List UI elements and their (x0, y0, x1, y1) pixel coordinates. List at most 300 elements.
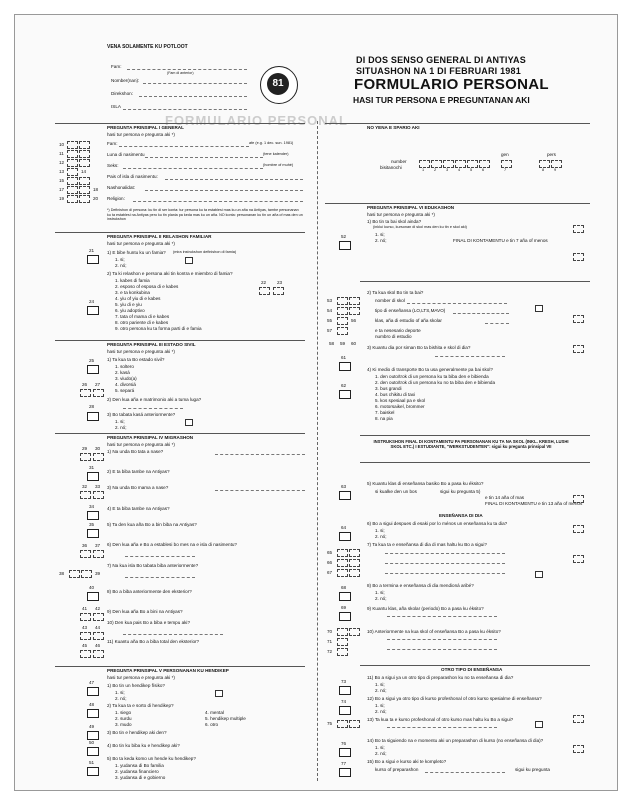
s7-q2-line-3[interactable] (385, 573, 505, 574)
edge-box-6[interactable] (573, 525, 584, 533)
count-box-9[interactable] (551, 160, 562, 168)
isla-line[interactable] (123, 109, 247, 110)
box-45[interactable] (80, 650, 91, 658)
census-form-page (14, 14, 618, 791)
s6-tr-7: 8. na pia (375, 416, 393, 421)
s4-top-rule (55, 433, 305, 434)
edge-box-8[interactable] (573, 715, 584, 723)
box-69[interactable] (339, 612, 351, 621)
num-15: 15 (59, 178, 65, 183)
s3-q3: 3) Bo tabata kasá anteriormente? (107, 412, 176, 417)
s2-q2: 2) Ta ki relashon e persona aki tin kontra e miembro di famia? (107, 271, 233, 276)
box-70b[interactable] (349, 628, 360, 636)
box-54[interactable] (337, 307, 348, 315)
s4-hasi: hasi tur persona e pregunta aki *) (107, 442, 175, 447)
s4-q1: 1) Na unda Bo tata a nase? (107, 449, 164, 454)
box-12b[interactable] (79, 159, 90, 167)
box-11b[interactable] (79, 150, 90, 158)
box-75b[interactable] (349, 720, 360, 728)
s8-q2-yes: 1. si; (375, 703, 385, 708)
box-54b[interactable] (349, 307, 360, 315)
box-65b[interactable] (349, 549, 360, 557)
num-22: 22 (261, 280, 267, 285)
box-17[interactable] (67, 186, 78, 194)
s5-title: PREGUNTA PRINSIPAL V PERSONANAN KU HENDIKEP (107, 668, 229, 673)
num-36: 36 (82, 543, 88, 548)
s2-hasi: hasi tur persona e pregunta aki *) (107, 241, 175, 246)
s4-q11: 11) Kuantu aña Bo a biba total den eksterior? (107, 639, 200, 644)
s8-q1: 11) Bo a sigui ya un otro tipo di preparashon ku no ta enseñansa di dia? (367, 675, 514, 680)
count-box-4[interactable] (455, 160, 466, 168)
box-27[interactable] (93, 389, 104, 397)
box-25[interactable] (87, 365, 99, 374)
num-11: 11 (59, 151, 64, 156)
num-77: 77 (341, 761, 347, 766)
s7-q3-no: 2. nó; (375, 596, 387, 601)
s4-q4: 4) E ta biba tambe na Antiyas? (107, 506, 170, 511)
counter-sub: bisitanochi (380, 165, 402, 170)
num-35: 35 (89, 522, 95, 527)
s1-note-0: afe (e.g. 1 dec. sun. 1981) (249, 141, 294, 145)
box-34[interactable] (87, 511, 99, 520)
num-67: 67 (327, 570, 333, 575)
box-55[interactable] (337, 317, 348, 325)
num-72: 72 (327, 649, 333, 654)
box-22[interactable] (259, 287, 270, 295)
ans-box-a[interactable] (185, 257, 193, 264)
count-box-2[interactable] (431, 160, 442, 168)
s7-yes: 1. si; (375, 528, 385, 533)
num-23: 23 (277, 280, 283, 285)
box-30[interactable] (93, 453, 104, 461)
s3-title: PREGUNTA PRINSIPAL III ESTADO SIVIL (107, 342, 196, 347)
digit-8: 8 (542, 168, 545, 172)
num-26: 26 (82, 382, 88, 387)
s6-tr-2: 3. bus grandi (375, 386, 402, 391)
s1-line-nashon: Nashonalidat: (107, 185, 136, 190)
s6-q5-opt-3: FINAL DI KONTAMENTU e tin 13 aña of menos (485, 501, 583, 506)
box-61[interactable] (339, 362, 351, 371)
box-17b[interactable] (79, 186, 90, 194)
s6-q5-opt-1: sigui ku pregunta 5) (440, 489, 481, 494)
s6-note: (inkluí kurso, kursonan di skol mas den ku tin e skol aki) (373, 225, 467, 229)
num-54: 54 (327, 308, 333, 313)
s1-religion-line[interactable] (133, 201, 303, 202)
s2-yes: 1. si; (115, 257, 125, 262)
s3-opt-0: 1. soltero (115, 364, 134, 369)
rs-title: NO YENA E SPARIO AKI (367, 125, 420, 130)
s6-tr-1: 2. den outo/trok di un persona ku no ta biba den e bibienda (375, 380, 496, 385)
s4-title: PREGUNTA PRINSIPAL IV MIGRASHON (107, 435, 194, 440)
counter-label: number (391, 159, 407, 164)
s2-opt-4: 5. yiu di e yiu (115, 302, 142, 307)
center-divider (317, 121, 318, 781)
s6-title: PREGUNTA PRINSIPAL VI EDUKASHON (367, 205, 455, 210)
s1-line-pais: Pais of isla di nasimentu: (107, 174, 158, 179)
s1-title: PREGUNTA PRINSIPAL I GENERAL (107, 125, 184, 130)
s8-q3: 13) Ta kua ta e kurso profeshonal of otro kurso mas haltu ku Bo a sigui? (367, 717, 514, 722)
num-37: 37 (95, 543, 101, 548)
nomber-line[interactable] (143, 83, 247, 84)
s6-q1b: FINAL DI KONTAMENTU e tin 7 aña of menos (453, 238, 548, 243)
box-15[interactable] (67, 177, 78, 185)
s4-q6: 6) Den kua aña e Bo a establesi bo mes na e isla di nasimentu? (107, 542, 237, 547)
s6-tr-3: 4. bus chikitu di taxi (375, 392, 416, 397)
digit-5: 5 (470, 168, 473, 172)
s5-q1: 1) Bo tin un hendikep físiko? (107, 683, 165, 688)
s6-mid-rule (360, 281, 590, 282)
s8-q4: 14) Bo ta siguiendo na e momentu aki un preparashon di kurso (no enseñansa di dia)? (367, 738, 544, 743)
box-24[interactable] (87, 306, 99, 315)
box-10[interactable] (67, 141, 78, 149)
box-21[interactable] (87, 255, 99, 264)
num-59: 59 (340, 341, 346, 346)
box-28[interactable] (87, 412, 99, 421)
s7-q5: 10) Anteriormente na kua skol of enseñansa Bo a pasa ku éksito? (367, 629, 501, 634)
s6-opt-3: e ta nesesario deporte (375, 328, 421, 333)
num-39: 39 (95, 571, 101, 576)
direkshon-line[interactable] (139, 96, 247, 97)
ans-box-f[interactable] (535, 721, 543, 728)
s6-q5-opt-2: e tin 14 aña of mas (485, 495, 525, 500)
s3-opt-2: 3. viudo(a) (115, 376, 137, 381)
s6-opt-1-line[interactable] (453, 313, 509, 314)
box-51[interactable] (87, 767, 99, 776)
s4-q3-line[interactable] (215, 490, 305, 491)
box-13[interactable] (67, 168, 78, 176)
num-64: 64 (341, 525, 347, 530)
num-38: 38 (59, 571, 65, 576)
num-40: 40 (89, 585, 95, 590)
admin-field-direkshon: Direkshon: (111, 91, 133, 96)
s6-opt-0: nomber di skol (375, 298, 405, 303)
num-69: 69 (341, 605, 347, 610)
box-41[interactable] (80, 613, 91, 621)
box-50[interactable] (87, 747, 99, 756)
box-42[interactable] (93, 613, 104, 621)
num-30: 30 (95, 446, 101, 451)
admin-field-isla: ISLA (111, 104, 121, 109)
num-21: 21 (89, 248, 95, 253)
num-14: 14 (81, 169, 87, 174)
box-75[interactable] (337, 720, 348, 728)
s2-opt-5: 6. yiu adoptivo (115, 308, 145, 313)
s1-note-2: (hombre of muhé) (263, 163, 294, 167)
num-53: 53 (327, 298, 333, 303)
s6-tr-0: 1. den outo/trok di un persona ku ta biba den e bibienda (375, 374, 489, 379)
s6-q3: 3) Kuantu dia por siman Bo ta bishita e skol di dia? (367, 345, 471, 350)
s4-q10: 10) Den kua pais Bo a biba e tempu aki? (107, 620, 190, 625)
s8-top-rule (360, 665, 590, 666)
s5-opt2-2: 3. yudansa di e gobierno (115, 775, 166, 780)
s4-q7-line[interactable] (125, 577, 195, 578)
s8-title: OTRO TIPO DI ENSEÑANSA (441, 667, 503, 672)
num-57: 57 (327, 328, 333, 333)
s7-q4: 9) Kuantu klas, aña skolar (periodo) Bo a pasa ku éksito? (367, 606, 484, 611)
box-23[interactable] (273, 287, 284, 295)
s5-opt-5: 6. otro (205, 722, 219, 727)
num-34: 34 (89, 504, 95, 509)
num-60: 60 (351, 341, 357, 346)
s4-q10-line[interactable] (123, 634, 223, 635)
box-40[interactable] (87, 592, 99, 601)
count-box-7[interactable] (501, 160, 512, 168)
count-box-5[interactable] (467, 160, 478, 168)
s5-opt-0: 1. siego (115, 710, 132, 715)
count-box-1[interactable] (419, 160, 430, 168)
s5-opt2-0: 1. yudansa di Bo familia (115, 763, 164, 768)
s6-yes: 1. si; (375, 232, 385, 237)
s5-q5: 5) Bo ta keda komo un hende ku hendikep? (107, 756, 196, 761)
num-68: 68 (341, 585, 347, 590)
box-77[interactable] (339, 768, 351, 777)
s4-q5: 5) Ta den kua aña Bo a bin biba na Antiyas? (107, 522, 197, 527)
num-20: 20 (93, 196, 99, 201)
box-46[interactable] (93, 650, 104, 658)
edge-box-7[interactable] (573, 555, 584, 563)
s1-fam-line[interactable] (119, 146, 249, 147)
fam-line[interactable] (127, 69, 247, 70)
s7-q2: 7) Ta kua ta e enseñansa di dia di mas haltu ku Bo a sigui? (367, 542, 487, 547)
s7-q4-line[interactable] (387, 616, 497, 617)
box-11[interactable] (67, 150, 78, 158)
num-18: 18 (93, 187, 99, 192)
box-74[interactable] (339, 706, 351, 715)
ans-box-d[interactable] (535, 305, 543, 312)
s5-q3: 3) Bo tin e hendikep aki den? (107, 730, 167, 735)
s6-q3-line[interactable] (435, 356, 505, 357)
s6-opt-1: tipo di enseñansa (LO,LTS,MAVO) (375, 308, 446, 313)
s3-q2-line[interactable] (123, 408, 183, 409)
num-65: 65 (327, 550, 333, 555)
box-73[interactable] (339, 686, 351, 695)
box-38b[interactable] (81, 570, 92, 578)
digit-9: 9 (554, 168, 557, 172)
s7-q2-line-2[interactable] (385, 563, 505, 564)
num-48: 48 (89, 702, 95, 707)
form-title: FORMULARIO PERSONAL (354, 76, 549, 93)
s6-no: 2. nó; (375, 238, 387, 243)
see-next: sigui ku pregunta (515, 767, 550, 772)
edge-box-2[interactable] (573, 253, 584, 261)
box-57[interactable] (337, 327, 348, 335)
s3-yes: 1. si; (115, 419, 125, 424)
num-62: 62 (341, 383, 347, 388)
box-47[interactable] (87, 687, 99, 696)
digit-2: 2 (434, 168, 437, 172)
s6-opt-2: klas, aña di estudio of aña skolar (375, 318, 442, 323)
s7-q3: 8) Bo a termina e enseñansa di dia mendioná aribé? (367, 583, 474, 588)
s6-opt-0-line[interactable] (407, 303, 507, 304)
num-24: 24 (89, 299, 95, 304)
box-64[interactable] (339, 532, 351, 541)
header-line1: DI DOS SENSO GENERAL DI ANTIYAS (356, 55, 526, 65)
box-36[interactable] (80, 550, 91, 558)
box-66b[interactable] (349, 559, 360, 567)
s3-opt-4: 5. separá (115, 388, 135, 393)
s5-opt-3: 4. mental (205, 710, 224, 715)
edge-box-9[interactable] (573, 745, 584, 753)
s3-top-rule (55, 340, 305, 341)
s2-opt-6: 7. tata of mama di e kabes (115, 314, 170, 319)
s4-q8: 8) Bo a biba anteriormente den eksterior? (107, 589, 192, 594)
s2-title: PREGUNTA PRINSIPAL II RELASHON FAMILIAR (107, 234, 212, 239)
edge-box-4[interactable] (573, 345, 584, 353)
box-10b[interactable] (79, 141, 90, 149)
digit-1: 1 (422, 168, 425, 172)
s2-q1: 1) E bibe huntu ku un famia? (107, 250, 166, 255)
ans-box-c[interactable] (215, 690, 223, 697)
s7-q2-line-1[interactable] (385, 553, 505, 554)
box-62[interactable] (339, 390, 351, 399)
instr-top-rule (360, 435, 590, 436)
box-37[interactable] (93, 550, 104, 558)
count-box-3[interactable] (443, 160, 454, 168)
box-38[interactable] (69, 570, 80, 578)
box-67b[interactable] (349, 569, 360, 577)
box-63[interactable] (339, 491, 351, 500)
num-28: 28 (89, 404, 95, 409)
s1-luna-line[interactable] (145, 157, 263, 158)
s1-seks-line[interactable] (123, 168, 263, 169)
box-67[interactable] (337, 569, 348, 577)
box-49[interactable] (87, 731, 99, 740)
num-12: 12 (59, 160, 65, 165)
box-52[interactable] (339, 241, 351, 250)
num-42: 42 (95, 606, 101, 611)
box-32[interactable] (80, 491, 91, 499)
s6-top-rule (325, 203, 590, 204)
box-48[interactable] (87, 709, 99, 718)
s2-opt-1: 2. esposo of esposa di e kabes (115, 284, 179, 289)
s6-opt-4: numbro di estudio (375, 334, 412, 339)
count-box-6[interactable] (479, 160, 490, 168)
box-35[interactable] (87, 529, 99, 538)
s6-tr-6: 7. baiskel (375, 410, 395, 415)
s6-q4: 4) Ki medio di transporte Bo ta usa generalmente pa bai skol? (367, 367, 493, 372)
s8-q4-no: 2. nó; (375, 751, 387, 756)
digit-4: 4 (458, 168, 461, 172)
s6-q5-opt-0: si kualke den un bos (375, 489, 417, 494)
s1-line-religion: Religion: (107, 196, 125, 201)
count-box-8[interactable] (539, 160, 550, 168)
box-44[interactable] (93, 632, 104, 640)
s5-hasi: hasi tur persona e pregunta aki *) (107, 675, 175, 680)
box-72[interactable] (337, 648, 348, 656)
s5-opt2-1: 2. yudansa financiero (115, 769, 159, 774)
s2-opt-7: 8. otro pariente di e kabes (115, 320, 169, 325)
box-33[interactable] (93, 491, 104, 499)
s4-q9: 9) Den kua aña Bo a bini na Antiyas? (107, 609, 183, 614)
s1-top-rule (55, 123, 305, 124)
s1-nashon-line[interactable] (145, 190, 303, 191)
s1-line-0: hasi tur persona e pregunta aki *) (107, 132, 175, 137)
ans-box-e[interactable] (535, 571, 543, 578)
course-label: kurso of preparashon (375, 767, 419, 772)
s7-q5-line-2[interactable] (387, 649, 497, 650)
admin-hint: (Fam di anterior) (167, 71, 194, 75)
admin-field-nomber: Nomber(nan): (111, 78, 140, 83)
num-43: 43 (82, 625, 88, 630)
box-15b[interactable] (79, 177, 90, 185)
s7-q5-line-1[interactable] (387, 639, 497, 640)
box-19b[interactable] (79, 195, 90, 203)
s3-q2: 2) Den kua aña e matrimonio aki a tuma luga? (107, 397, 202, 402)
num-13: 13 (59, 169, 65, 174)
box-29[interactable] (80, 453, 91, 461)
edge-box-5[interactable] (573, 495, 584, 503)
s8-q1-yes: 1. si; (375, 682, 385, 687)
s7-no: 2. nó; (375, 534, 387, 539)
s2-opt-8: 9. otro persona ku ta forma parti di e famia (115, 326, 202, 331)
course-line[interactable] (425, 772, 505, 773)
num-71: 71 (327, 639, 333, 644)
edge-box-3[interactable] (573, 315, 584, 323)
box-12[interactable] (67, 159, 78, 167)
s3-q1: 1) Ta kua ta Bo estado sivil? (107, 357, 165, 362)
s6-tr-5: 6. motorsaikel, brommer (375, 404, 425, 409)
s6-q2: 2) Ta kua skol Bo tin ta bai? (367, 290, 424, 295)
s8-q3-line[interactable] (387, 727, 497, 728)
num-10: 10 (59, 142, 65, 147)
instr-title: INSTRUKSHON FINAL DI KONTAMENTU PA PERSONANAN KU TA NA SKOL (INKL. KRESH, LUSHI SKOL ETC.) I ESTUDIANTE, "WERKSTUDENTEN": sigui ku pregunta prinsipal VII (373, 439, 569, 450)
s4-q6-line[interactable] (125, 556, 195, 557)
box-76[interactable] (339, 748, 351, 757)
s7-title: ENSEÑANSA DI DIA (439, 513, 483, 518)
box-66[interactable] (337, 559, 348, 567)
s2-no: 2. nó; (115, 263, 127, 268)
box-26[interactable] (80, 389, 91, 397)
s5-no: 2. nó; (115, 696, 127, 701)
box-53b[interactable] (349, 297, 360, 305)
num-31: 31 (89, 465, 95, 470)
s5-opt-2: 3. mudo (115, 722, 132, 727)
s8-q4-yes: 1. si; (375, 745, 385, 750)
ans-box-b[interactable] (185, 419, 193, 426)
edge-box-1[interactable] (573, 225, 584, 233)
logo-year: 81 (267, 73, 289, 95)
s6-hasi: hasi tur persona e pregunta aki *) (367, 212, 435, 217)
form-subtitle: HASI TUR PERSONA E PREGUNTANAN AKI (353, 95, 530, 105)
s4-q1-line[interactable] (215, 454, 305, 455)
s4-q7: 7) Na kua isla Bo tabata biba anteriormente? (107, 563, 199, 568)
s2-top-rule (55, 232, 305, 233)
box-68[interactable] (339, 592, 351, 601)
s6-opt-2-line[interactable] (485, 323, 509, 324)
box-70[interactable] (337, 628, 348, 636)
num-32: 32 (82, 484, 88, 489)
box-19[interactable] (67, 195, 78, 203)
box-31[interactable] (87, 472, 99, 481)
box-65[interactable] (337, 549, 348, 557)
num-25: 25 (89, 358, 95, 363)
box-71[interactable] (337, 638, 348, 646)
num-75: 75 (327, 721, 333, 726)
ghost-text: FORMULARIO PERSONAL (165, 113, 348, 128)
s8-q5: 15) Bo a sigui e kurso aki te kompleto? (367, 759, 447, 764)
admin-title: VENA SOLAMENTE KU POTLOOT (107, 44, 188, 50)
box-43[interactable] (80, 632, 91, 640)
num-76: 76 (341, 741, 347, 746)
box-53[interactable] (337, 297, 348, 305)
s8-q1-no: 2. nó; (375, 688, 387, 693)
num-17: 17 (59, 187, 65, 192)
s5-q2: 2) Ta kua ta e sorto di hendikep? (107, 703, 174, 708)
s1-pais-line[interactable] (165, 179, 303, 180)
s5-q4: 4) Bo tin ku biba ku e hendikep aki? (107, 743, 180, 748)
num-74: 74 (341, 699, 347, 704)
pers-label: pers (547, 152, 556, 157)
